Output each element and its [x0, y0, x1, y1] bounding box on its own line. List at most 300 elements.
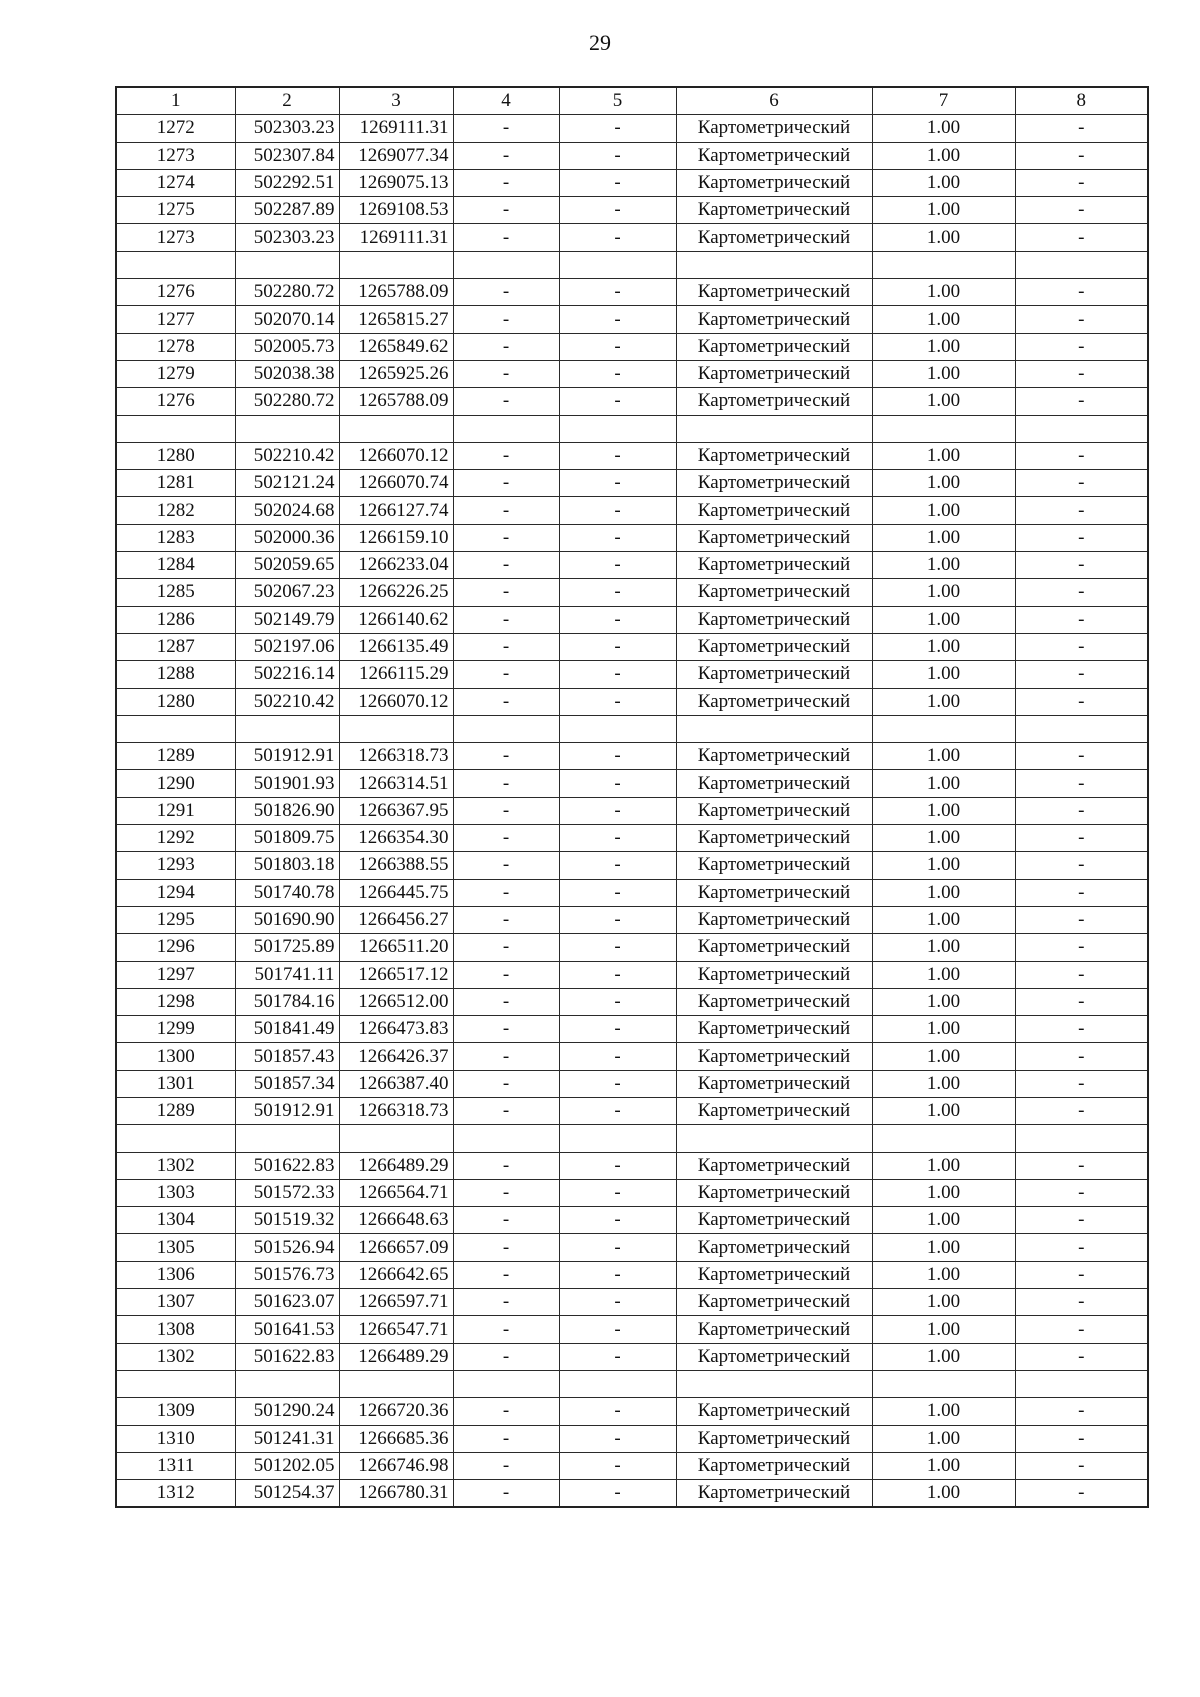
column-5-cell: - — [559, 279, 676, 306]
accuracy-cell: 1.00 — [872, 852, 1015, 879]
accuracy-cell: 1.00 — [872, 988, 1015, 1015]
table-row — [116, 224, 1148, 251]
column-8-cell: - — [1015, 961, 1148, 988]
x-coordinate-cell: 501641.53 — [235, 1316, 339, 1343]
x-coordinate-cell: 501803.18 — [235, 852, 339, 879]
point-number-cell: 1289 — [116, 1097, 235, 1124]
empty-cell — [235, 1125, 339, 1152]
accuracy-cell: 1.00 — [872, 1234, 1015, 1261]
accuracy-cell: 1.00 — [872, 934, 1015, 961]
x-coordinate-cell: 502280.72 — [235, 279, 339, 306]
x-coordinate-cell: 502197.06 — [235, 633, 339, 660]
column-5-cell: - — [559, 743, 676, 770]
y-coordinate-cell: 1266387.40 — [339, 1070, 453, 1097]
method-cell: Картометрический — [676, 552, 872, 579]
column-4-cell: - — [453, 852, 559, 879]
column-4-cell: - — [453, 879, 559, 906]
empty-cell — [559, 1125, 676, 1152]
accuracy-cell: 1.00 — [872, 306, 1015, 333]
x-coordinate-cell: 502121.24 — [235, 470, 339, 497]
x-coordinate-cell: 501202.05 — [235, 1452, 339, 1479]
y-coordinate-cell: 1269111.31 — [339, 115, 453, 142]
empty-cell — [1015, 1125, 1148, 1152]
y-coordinate-cell: 1266318.73 — [339, 1097, 453, 1124]
column-4-cell: - — [453, 661, 559, 688]
separator-row — [116, 1125, 1148, 1152]
y-coordinate-cell: 1266140.62 — [339, 606, 453, 633]
column-4-cell: - — [453, 442, 559, 469]
y-coordinate-cell: 1266070.12 — [339, 442, 453, 469]
accuracy-cell: 1.00 — [872, 524, 1015, 551]
table-row — [116, 1398, 1148, 1425]
method-cell: Картометрический — [676, 1207, 872, 1234]
empty-cell — [453, 251, 559, 278]
point-number-cell: 1284 — [116, 552, 235, 579]
empty-cell — [559, 1370, 676, 1397]
x-coordinate-cell: 501690.90 — [235, 906, 339, 933]
y-coordinate-cell: 1266648.63 — [339, 1207, 453, 1234]
column-5-cell: - — [559, 1480, 676, 1508]
point-number-cell: 1301 — [116, 1070, 235, 1097]
method-cell: Картометрический — [676, 770, 872, 797]
x-coordinate-cell: 501572.33 — [235, 1179, 339, 1206]
table-row — [116, 743, 1148, 770]
column-4-cell: - — [453, 388, 559, 415]
table-row — [116, 661, 1148, 688]
point-number-cell: 1282 — [116, 497, 235, 524]
empty-cell — [676, 251, 872, 278]
column-8-cell: - — [1015, 1425, 1148, 1452]
separator-row — [116, 415, 1148, 442]
point-number-cell: 1302 — [116, 1343, 235, 1370]
accuracy-cell: 1.00 — [872, 579, 1015, 606]
empty-cell — [1015, 715, 1148, 742]
column-header: 7 — [872, 87, 1015, 115]
x-coordinate-cell: 502303.23 — [235, 115, 339, 142]
empty-cell — [453, 415, 559, 442]
empty-cell — [1015, 1370, 1148, 1397]
table-row — [116, 770, 1148, 797]
accuracy-cell: 1.00 — [872, 961, 1015, 988]
column-4-cell: - — [453, 633, 559, 660]
column-4-cell: - — [453, 1152, 559, 1179]
column-8-cell: - — [1015, 1179, 1148, 1206]
accuracy-cell: 1.00 — [872, 743, 1015, 770]
column-8-cell: - — [1015, 1289, 1148, 1316]
empty-cell — [676, 1370, 872, 1397]
method-cell: Картометрический — [676, 743, 872, 770]
x-coordinate-cell: 501622.83 — [235, 1152, 339, 1179]
page-number: 29 — [589, 30, 611, 55]
column-8-cell: - — [1015, 524, 1148, 551]
x-coordinate-cell: 502307.84 — [235, 142, 339, 169]
column-header: 1 — [116, 87, 235, 115]
column-4-cell: - — [453, 906, 559, 933]
method-cell: Картометрический — [676, 579, 872, 606]
column-4-cell: - — [453, 306, 559, 333]
column-8-cell: - — [1015, 197, 1148, 224]
empty-cell — [116, 415, 235, 442]
column-5-cell: - — [559, 224, 676, 251]
column-8-cell: - — [1015, 988, 1148, 1015]
y-coordinate-cell: 1266426.37 — [339, 1043, 453, 1070]
column-4-cell: - — [453, 169, 559, 196]
column-5-cell: - — [559, 1316, 676, 1343]
y-coordinate-cell: 1265849.62 — [339, 333, 453, 360]
point-number-cell: 1288 — [116, 661, 235, 688]
table-row — [116, 197, 1148, 224]
table-row — [116, 1316, 1148, 1343]
method-cell: Картометрический — [676, 1261, 872, 1288]
x-coordinate-cell: 501784.16 — [235, 988, 339, 1015]
accuracy-cell: 1.00 — [872, 442, 1015, 469]
y-coordinate-cell: 1266226.25 — [339, 579, 453, 606]
column-8-cell: - — [1015, 1398, 1148, 1425]
column-header: 3 — [339, 87, 453, 115]
y-coordinate-cell: 1266070.12 — [339, 688, 453, 715]
y-coordinate-cell: 1266564.71 — [339, 1179, 453, 1206]
x-coordinate-cell: 502005.73 — [235, 333, 339, 360]
column-4-cell: - — [453, 797, 559, 824]
table-row — [116, 1234, 1148, 1261]
column-5-cell: - — [559, 988, 676, 1015]
empty-cell — [676, 1125, 872, 1152]
table-row — [116, 988, 1148, 1015]
x-coordinate-cell: 501725.89 — [235, 934, 339, 961]
column-header: 8 — [1015, 87, 1148, 115]
point-number-cell: 1305 — [116, 1234, 235, 1261]
point-number-cell: 1299 — [116, 1016, 235, 1043]
accuracy-cell: 1.00 — [872, 224, 1015, 251]
method-cell: Картометрический — [676, 169, 872, 196]
x-coordinate-cell: 501857.43 — [235, 1043, 339, 1070]
separator-row — [116, 251, 1148, 278]
point-number-cell: 1281 — [116, 470, 235, 497]
empty-cell — [116, 1125, 235, 1152]
method-cell: Картометрический — [676, 1070, 872, 1097]
column-4-cell: - — [453, 1398, 559, 1425]
column-5-cell: - — [559, 306, 676, 333]
column-8-cell: - — [1015, 1043, 1148, 1070]
accuracy-cell: 1.00 — [872, 197, 1015, 224]
point-number-cell: 1304 — [116, 1207, 235, 1234]
table-row — [116, 606, 1148, 633]
column-5-cell: - — [559, 524, 676, 551]
method-cell: Картометрический — [676, 333, 872, 360]
column-8-cell: - — [1015, 142, 1148, 169]
x-coordinate-cell: 502216.14 — [235, 661, 339, 688]
point-number-cell: 1300 — [116, 1043, 235, 1070]
column-8-cell: - — [1015, 743, 1148, 770]
empty-cell — [676, 715, 872, 742]
empty-cell — [872, 251, 1015, 278]
method-cell: Картометрический — [676, 524, 872, 551]
accuracy-cell: 1.00 — [872, 1097, 1015, 1124]
table-row — [116, 279, 1148, 306]
accuracy-cell: 1.00 — [872, 1343, 1015, 1370]
column-8-cell: - — [1015, 688, 1148, 715]
column-header: 2 — [235, 87, 339, 115]
table-row — [116, 934, 1148, 961]
table-row — [116, 825, 1148, 852]
column-5-cell: - — [559, 1016, 676, 1043]
column-4-cell: - — [453, 197, 559, 224]
column-5-cell: - — [559, 906, 676, 933]
column-5-cell: - — [559, 633, 676, 660]
accuracy-cell: 1.00 — [872, 115, 1015, 142]
column-5-cell: - — [559, 797, 676, 824]
column-5-cell: - — [559, 661, 676, 688]
x-coordinate-cell: 501901.93 — [235, 770, 339, 797]
y-coordinate-cell: 1266456.27 — [339, 906, 453, 933]
y-coordinate-cell: 1266388.55 — [339, 852, 453, 879]
table-row — [116, 797, 1148, 824]
column-5-cell: - — [559, 1152, 676, 1179]
method-cell: Картометрический — [676, 1452, 872, 1479]
column-5-cell: - — [559, 1234, 676, 1261]
table-row — [116, 552, 1148, 579]
column-5-cell: - — [559, 1425, 676, 1452]
column-8-cell: - — [1015, 1097, 1148, 1124]
column-4-cell: - — [453, 1316, 559, 1343]
header-row — [116, 87, 1148, 115]
table-row — [116, 1043, 1148, 1070]
accuracy-cell: 1.00 — [872, 661, 1015, 688]
column-4-cell: - — [453, 552, 559, 579]
column-4-cell: - — [453, 142, 559, 169]
column-4-cell: - — [453, 524, 559, 551]
empty-cell — [453, 1370, 559, 1397]
y-coordinate-cell: 1265815.27 — [339, 306, 453, 333]
method-cell: Картометрический — [676, 1016, 872, 1043]
table-row — [116, 879, 1148, 906]
method-cell: Картометрический — [676, 1179, 872, 1206]
x-coordinate-cell: 502024.68 — [235, 497, 339, 524]
method-cell: Картометрический — [676, 797, 872, 824]
method-cell: Картометрический — [676, 224, 872, 251]
accuracy-cell: 1.00 — [872, 1261, 1015, 1288]
point-number-cell: 1283 — [116, 524, 235, 551]
accuracy-cell: 1.00 — [872, 1016, 1015, 1043]
column-8-cell: - — [1015, 388, 1148, 415]
point-number-cell: 1273 — [116, 142, 235, 169]
y-coordinate-cell: 1266367.95 — [339, 797, 453, 824]
column-8-cell: - — [1015, 1016, 1148, 1043]
empty-cell — [559, 251, 676, 278]
point-number-cell: 1306 — [116, 1261, 235, 1288]
y-coordinate-cell: 1265788.09 — [339, 279, 453, 306]
empty-cell — [235, 251, 339, 278]
column-8-cell: - — [1015, 1234, 1148, 1261]
empty-cell — [116, 251, 235, 278]
column-5-cell: - — [559, 770, 676, 797]
column-5-cell: - — [559, 115, 676, 142]
column-5-cell: - — [559, 879, 676, 906]
column-8-cell: - — [1015, 633, 1148, 660]
accuracy-cell: 1.00 — [872, 606, 1015, 633]
column-header: 6 — [676, 87, 872, 115]
point-number-cell: 1296 — [116, 934, 235, 961]
column-8-cell: - — [1015, 852, 1148, 879]
method-cell: Картометрический — [676, 1398, 872, 1425]
column-8-cell: - — [1015, 1316, 1148, 1343]
point-number-cell: 1277 — [116, 306, 235, 333]
column-4-cell: - — [453, 688, 559, 715]
table-row — [116, 388, 1148, 415]
accuracy-cell: 1.00 — [872, 1316, 1015, 1343]
empty-cell — [339, 1370, 453, 1397]
empty-cell — [116, 715, 235, 742]
column-8-cell: - — [1015, 1261, 1148, 1288]
point-number-cell: 1312 — [116, 1480, 235, 1508]
y-coordinate-cell: 1266233.04 — [339, 552, 453, 579]
empty-cell — [339, 251, 453, 278]
point-number-cell: 1290 — [116, 770, 235, 797]
point-number-cell: 1298 — [116, 988, 235, 1015]
column-5-cell: - — [559, 1070, 676, 1097]
point-number-cell: 1286 — [116, 606, 235, 633]
column-4-cell: - — [453, 470, 559, 497]
column-8-cell: - — [1015, 552, 1148, 579]
table-row — [116, 470, 1148, 497]
method-cell: Картометрический — [676, 934, 872, 961]
table-row — [116, 1480, 1148, 1508]
column-8-cell: - — [1015, 306, 1148, 333]
y-coordinate-cell: 1266517.12 — [339, 961, 453, 988]
column-8-cell: - — [1015, 606, 1148, 633]
y-coordinate-cell: 1266135.49 — [339, 633, 453, 660]
accuracy-cell: 1.00 — [872, 879, 1015, 906]
column-4-cell: - — [453, 224, 559, 251]
empty-cell — [116, 1370, 235, 1397]
method-cell: Картометрический — [676, 661, 872, 688]
table-row — [116, 633, 1148, 660]
x-coordinate-cell: 502280.72 — [235, 388, 339, 415]
method-cell: Картометрический — [676, 388, 872, 415]
y-coordinate-cell: 1266354.30 — [339, 825, 453, 852]
column-5-cell: - — [559, 197, 676, 224]
method-cell: Картометрический — [676, 497, 872, 524]
column-8-cell: - — [1015, 115, 1148, 142]
table-row — [116, 1070, 1148, 1097]
method-cell: Картометрический — [676, 1043, 872, 1070]
table-row — [116, 115, 1148, 142]
empty-cell — [453, 715, 559, 742]
accuracy-cell: 1.00 — [872, 1452, 1015, 1479]
y-coordinate-cell: 1266489.29 — [339, 1343, 453, 1370]
column-8-cell: - — [1015, 1452, 1148, 1479]
table-row — [116, 333, 1148, 360]
method-cell: Картометрический — [676, 360, 872, 387]
x-coordinate-cell: 501809.75 — [235, 825, 339, 852]
column-5-cell: - — [559, 442, 676, 469]
x-coordinate-cell: 502210.42 — [235, 688, 339, 715]
empty-cell — [1015, 415, 1148, 442]
column-4-cell: - — [453, 1343, 559, 1370]
accuracy-cell: 1.00 — [872, 1398, 1015, 1425]
column-4-cell: - — [453, 934, 559, 961]
y-coordinate-cell: 1266642.65 — [339, 1261, 453, 1288]
point-number-cell: 1279 — [116, 360, 235, 387]
accuracy-cell: 1.00 — [872, 1179, 1015, 1206]
column-4-cell: - — [453, 1016, 559, 1043]
y-coordinate-cell: 1269111.31 — [339, 224, 453, 251]
accuracy-cell: 1.00 — [872, 797, 1015, 824]
y-coordinate-cell: 1266070.74 — [339, 470, 453, 497]
method-cell: Картометрический — [676, 115, 872, 142]
empty-cell — [339, 1125, 453, 1152]
y-coordinate-cell: 1269108.53 — [339, 197, 453, 224]
accuracy-cell: 1.00 — [872, 1289, 1015, 1316]
method-cell: Картометрический — [676, 606, 872, 633]
empty-cell — [872, 715, 1015, 742]
method-cell: Картометрический — [676, 1343, 872, 1370]
method-cell: Картометрический — [676, 197, 872, 224]
empty-cell — [872, 1370, 1015, 1397]
table-row — [116, 961, 1148, 988]
table-row — [116, 1179, 1148, 1206]
method-cell: Картометрический — [676, 1425, 872, 1452]
method-cell: Картометрический — [676, 906, 872, 933]
x-coordinate-cell: 501526.94 — [235, 1234, 339, 1261]
point-number-cell: 1276 — [116, 388, 235, 415]
method-cell: Картометрический — [676, 988, 872, 1015]
table-row — [116, 442, 1148, 469]
accuracy-cell: 1.00 — [872, 470, 1015, 497]
column-8-cell: - — [1015, 497, 1148, 524]
method-cell: Картометрический — [676, 442, 872, 469]
x-coordinate-cell: 502303.23 — [235, 224, 339, 251]
accuracy-cell: 1.00 — [872, 1070, 1015, 1097]
column-4-cell: - — [453, 1452, 559, 1479]
x-coordinate-cell: 501290.24 — [235, 1398, 339, 1425]
empty-cell — [559, 715, 676, 742]
point-number-cell: 1292 — [116, 825, 235, 852]
empty-cell — [235, 1370, 339, 1397]
y-coordinate-cell: 1266115.29 — [339, 661, 453, 688]
column-5-cell: - — [559, 934, 676, 961]
table-row — [116, 1452, 1148, 1479]
column-4-cell: - — [453, 1480, 559, 1508]
point-number-cell: 1302 — [116, 1152, 235, 1179]
column-8-cell: - — [1015, 333, 1148, 360]
column-8-cell: - — [1015, 879, 1148, 906]
column-4-cell: - — [453, 961, 559, 988]
column-5-cell: - — [559, 1289, 676, 1316]
column-8-cell: - — [1015, 1343, 1148, 1370]
x-coordinate-cell: 502038.38 — [235, 360, 339, 387]
y-coordinate-cell: 1265925.26 — [339, 360, 453, 387]
table-row — [116, 906, 1148, 933]
column-5-cell: - — [559, 825, 676, 852]
point-number-cell: 1278 — [116, 333, 235, 360]
column-4-cell: - — [453, 988, 559, 1015]
accuracy-cell: 1.00 — [872, 552, 1015, 579]
accuracy-cell: 1.00 — [872, 770, 1015, 797]
x-coordinate-cell: 501740.78 — [235, 879, 339, 906]
x-coordinate-cell: 502000.36 — [235, 524, 339, 551]
y-coordinate-cell: 1266597.71 — [339, 1289, 453, 1316]
separator-row — [116, 1370, 1148, 1397]
column-8-cell: - — [1015, 360, 1148, 387]
y-coordinate-cell: 1266489.29 — [339, 1152, 453, 1179]
y-coordinate-cell: 1266445.75 — [339, 879, 453, 906]
x-coordinate-cell: 501841.49 — [235, 1016, 339, 1043]
y-coordinate-cell: 1266473.83 — [339, 1016, 453, 1043]
column-5-cell: - — [559, 1398, 676, 1425]
separator-row — [116, 715, 1148, 742]
column-5-cell: - — [559, 169, 676, 196]
